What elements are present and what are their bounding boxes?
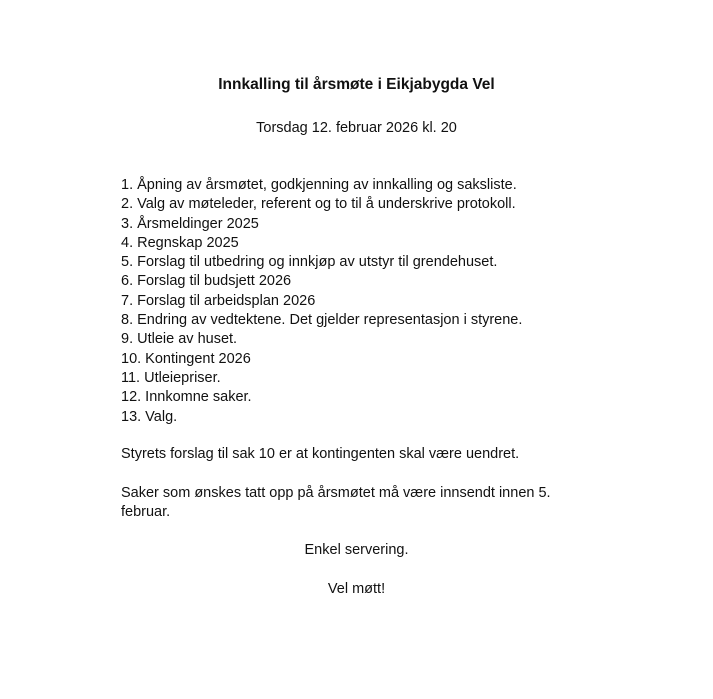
agenda-item: 3. Årsmeldinger 2025 xyxy=(121,215,259,232)
board-proposal-text: Styrets forslag til sak 10 er at kontingenten skal være uendret. xyxy=(121,446,520,462)
agenda-item: 1. Åpning av årsmøtet, godkjenning av innkalling og saksliste. xyxy=(121,177,517,193)
agenda-item: 5. Forslag til utbedring og innkjøp av utstyr til grendehuset. xyxy=(121,254,498,271)
submission-deadline-text: Saker som ønskes tatt opp på årsmøtet må være innsendt innen 5. februar. xyxy=(121,485,551,521)
document-title: Innkalling til årsmøte i Eikjabygda Vel xyxy=(218,76,495,93)
closing-greeting: Vel møtt! xyxy=(327,581,386,597)
agenda-item: 2. Valg av møteleder, referent og to til å underskrive protokoll. xyxy=(121,196,516,213)
agenda-item: 9. Utleie av huset. xyxy=(121,331,238,348)
agenda-item: 4. Regnskap 2025 xyxy=(121,234,239,251)
meeting-date: Torsdag 12. februar 2026 kl. 20 xyxy=(256,120,457,136)
agenda-item: 8. Endring av vedtektene. Det gjelder representasjon i styrene. xyxy=(121,312,523,329)
agenda-item: 6. Forslag til budsjett 2026 xyxy=(121,273,292,290)
serving-note: Enkel servering. xyxy=(304,542,409,558)
agenda-item: 11. Utleiepriser. xyxy=(121,369,221,386)
agenda-item: 13. Valg. xyxy=(121,408,178,425)
agenda-item: 7. Forslag til arbeidsplan 2026 xyxy=(121,292,316,309)
agenda-item: 12. Innkomne saker. xyxy=(121,389,252,406)
agenda-list xyxy=(121,176,522,427)
agenda-item: 10. Kontingent 2026 xyxy=(121,350,251,367)
